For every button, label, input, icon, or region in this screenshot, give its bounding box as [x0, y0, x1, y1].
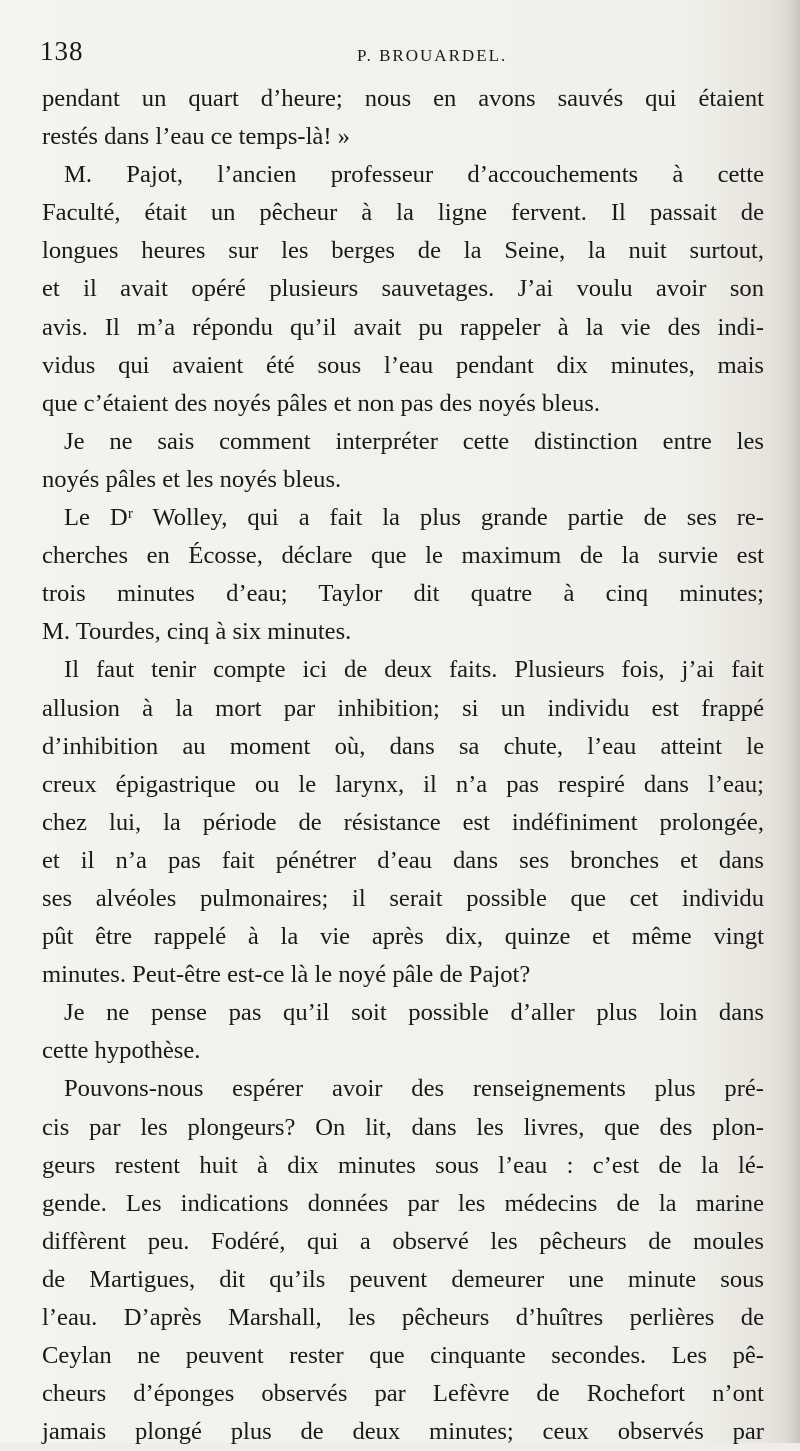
text-line: chez lui, la période de résistance est indéfiniment prolongée, — [42, 808, 764, 836]
text-line: vidus qui avaient été sous l’eau pendant dix minutes, mais — [42, 351, 764, 379]
text-line: allusion à la mort par inhibition; si un individu est frappé — [42, 694, 764, 722]
text-line: et il avait opéré plusieurs sauvetages. J’ai voulu avoir son — [42, 275, 764, 303]
text-line: pendant un quart d’heure; nous en avons sauvés qui étaient — [42, 85, 764, 112]
text-line: gende. Les indications données par les médecins de la marine — [42, 1189, 764, 1217]
text-line: que c’étaient des noyés pâles et non pas des noyés bleus. — [42, 389, 600, 417]
text-line: diffèrent peu. Fodéré, qui a observé les pêcheurs de moules — [42, 1227, 764, 1255]
page-header — [40, 36, 760, 76]
running-head: P. BROUARDEL. — [357, 46, 508, 65]
text-line: geurs restent huit à dix minutes sous l’eau : c’est de la lé- — [42, 1151, 764, 1179]
text-line: pût être rappelé à la vie après dix, quinze et même vingt — [42, 923, 764, 951]
text-line: M. Tourdes, cinq à six minutes. — [42, 618, 352, 646]
text-line: Le Dʳ Wolley, qui a fait la plus grande partie de ses re- — [64, 504, 764, 532]
text-line: minutes. Peut-être est-ce là le noyé pâle de Pajot? — [42, 961, 531, 989]
text-line: restés dans l’eau ce temps-là! » — [42, 123, 350, 151]
text-line: creux épigastrique ou le larynx, il n’a pas respiré dans l’eau; — [42, 770, 764, 798]
text-line: trois minutes d’eau; Taylor dit quatre à cinq minutes; — [42, 580, 764, 608]
text-line: et il n’a pas fait pénétrer d’eau dans ses bronches et dans — [42, 846, 764, 874]
text-line: M. Pajot, l’ancien professeur d’accouchements à cette — [64, 161, 764, 189]
text-line: Je ne sais comment interpréter cette distinction entre les — [64, 427, 764, 455]
text-line: noyés pâles et les noyés bleus. — [42, 465, 342, 493]
body-text — [42, 80, 764, 1451]
text-line: ses alvéoles pulmonaires; il serait possible que cet individu — [42, 884, 764, 912]
text-line: Je ne pense pas qu’il soit possible d’aller plus loin dans — [64, 999, 764, 1027]
text-line: Ceylan ne peuvent rester que cinquante secondes. Les pê- — [42, 1342, 764, 1370]
text-line: l’eau. D’après Marshall, les pêcheurs d’huîtres perlières de — [42, 1304, 764, 1331]
text-line: cheurs d’éponges observés par Lefèvre de Rochefort n’ont — [42, 1380, 764, 1408]
text-line: longues heures sur les berges de la Seine, la nuit surtout, — [42, 237, 764, 265]
text-line: avis. Il m’a répondu qu’il avait pu rappeler à la vie des indi- — [42, 313, 764, 341]
text-line: Faculté, était un pêcheur à la ligne fervent. Il passait de — [42, 199, 764, 227]
text-line: Il faut tenir compte ici de deux faits. Plusieurs fois, j’ai fait — [64, 656, 764, 684]
text-line: Pouvons-nous espérer avoir des renseignements plus pré- — [64, 1075, 764, 1103]
page-edge-shadow — [786, 0, 800, 1443]
text-line: cis par les plongeurs? On lit, dans les livres, que des plon- — [42, 1113, 764, 1141]
page-number: 138 — [40, 36, 84, 66]
text-line: cette hypothèse. — [42, 1037, 201, 1065]
text-line: d’inhibition au moment où, dans sa chute, l’eau atteint le — [42, 732, 764, 760]
text-line: jamais plongé plus de deux minutes; ceux observés par — [42, 1418, 764, 1446]
text-line: de Martigues, dit qu’ils peuvent demeurer une minute sous — [42, 1265, 764, 1293]
text-line: cherches en Écosse, déclare que le maximum de la survie est — [42, 542, 764, 570]
